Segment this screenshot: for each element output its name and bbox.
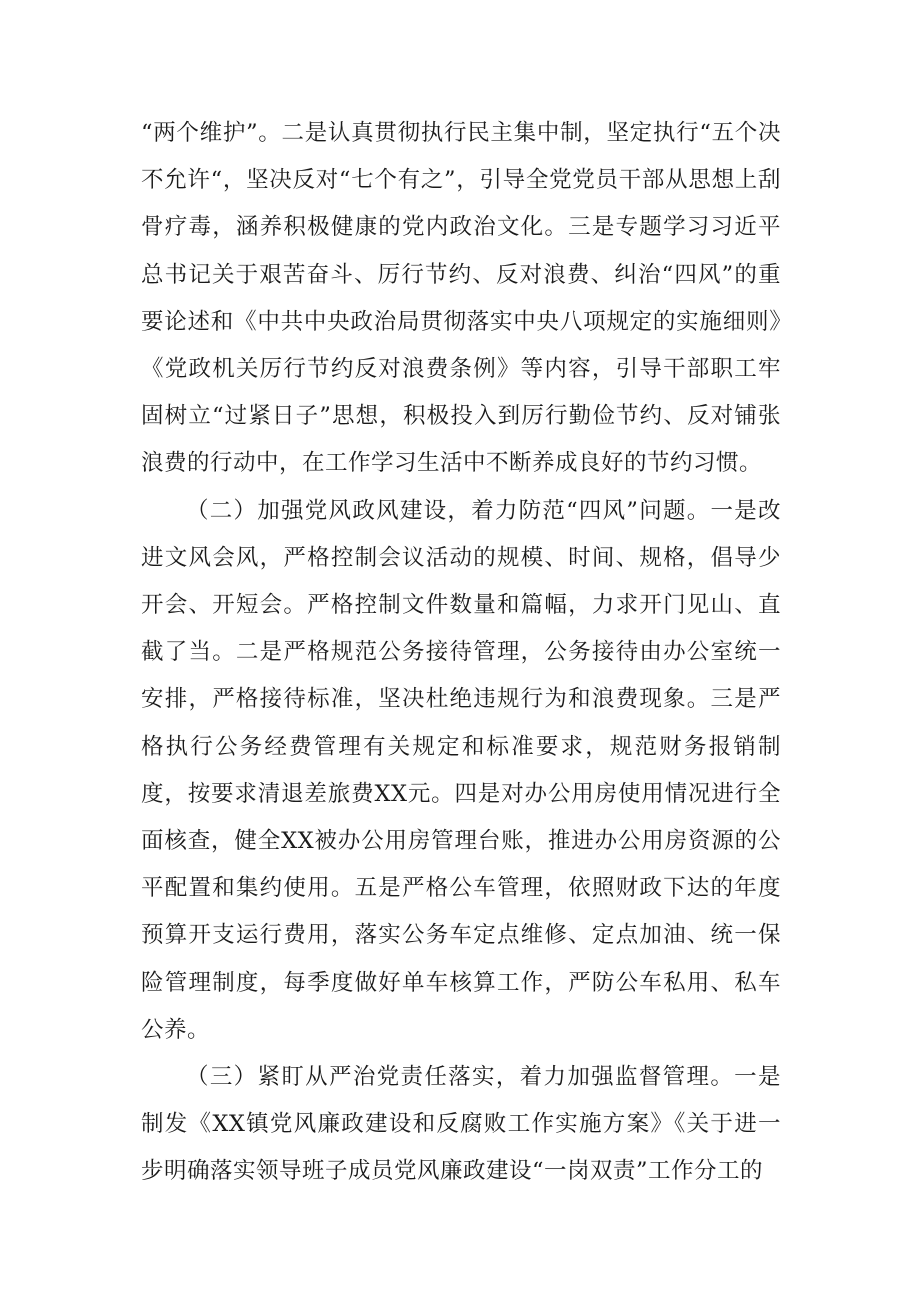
- paragraph-section-2: （二）加强党风政风建设，着力防范“四风”问题。一是改进文风会风，严格控制会议活动的规模、时间、规格，倡导少开会、开短会。严格控制文件数量和篇幅，力求开门见山、直截了当。二是严格规范公务接待管理，公务接待由办公室统一安排，严格接待标准，坚决杜绝违规行为和浪费现象。三是严格执行公务经费管理有关规定和标准要求，规范财务报销制度，按要求清退差旅费XX元。四是对办公用房使用情况进行全面核查，健全XX被办公用房管理台账，推进办公用房资源的公平配置和集约使用。五是严格公车管理，依照财政下达的年度预算开支运行费用，落实公务车定点维修、定点加油、统一保险管理制度，每季度做好单车核算工作，严防公车私用、私车公养。: [141, 497, 781, 1043]
- paragraph-continuation: “两个维护”。二是认真贯彻执行民主集中制，坚定执行“五个决不允许“，坚决反对“七个有之”，引导全党党员干部从思想上刮骨疗毒，涵养积极健康的党内政治文化。三是专题学习习近平总书记关于艰苦奋斗、厉行节约、反对浪费、纠治“四风”的重要论述和《中共中央政治局贯彻落实中央八项规定的实施细则》《党政机关厉行节约反对浪费条例》等内容，引导干部职工牢固树立“过紧日子”思想，积极投入到厉行勤俭节约、反对铺张浪费的行动中，在工作学习生活中不断养成良好的节约习惯。: [141, 120, 781, 477]
- paragraph-section-3: （三）紧盯从严治党责任落实，着力加强监督管理。一是制发《XX镇党风廉政建设和反腐败工作实施方案》《关于进一步明确落实领导班子成员党风廉政建设“一岗双责”工作分工的: [141, 1064, 781, 1185]
- document-body: [141, 110, 781, 1196]
